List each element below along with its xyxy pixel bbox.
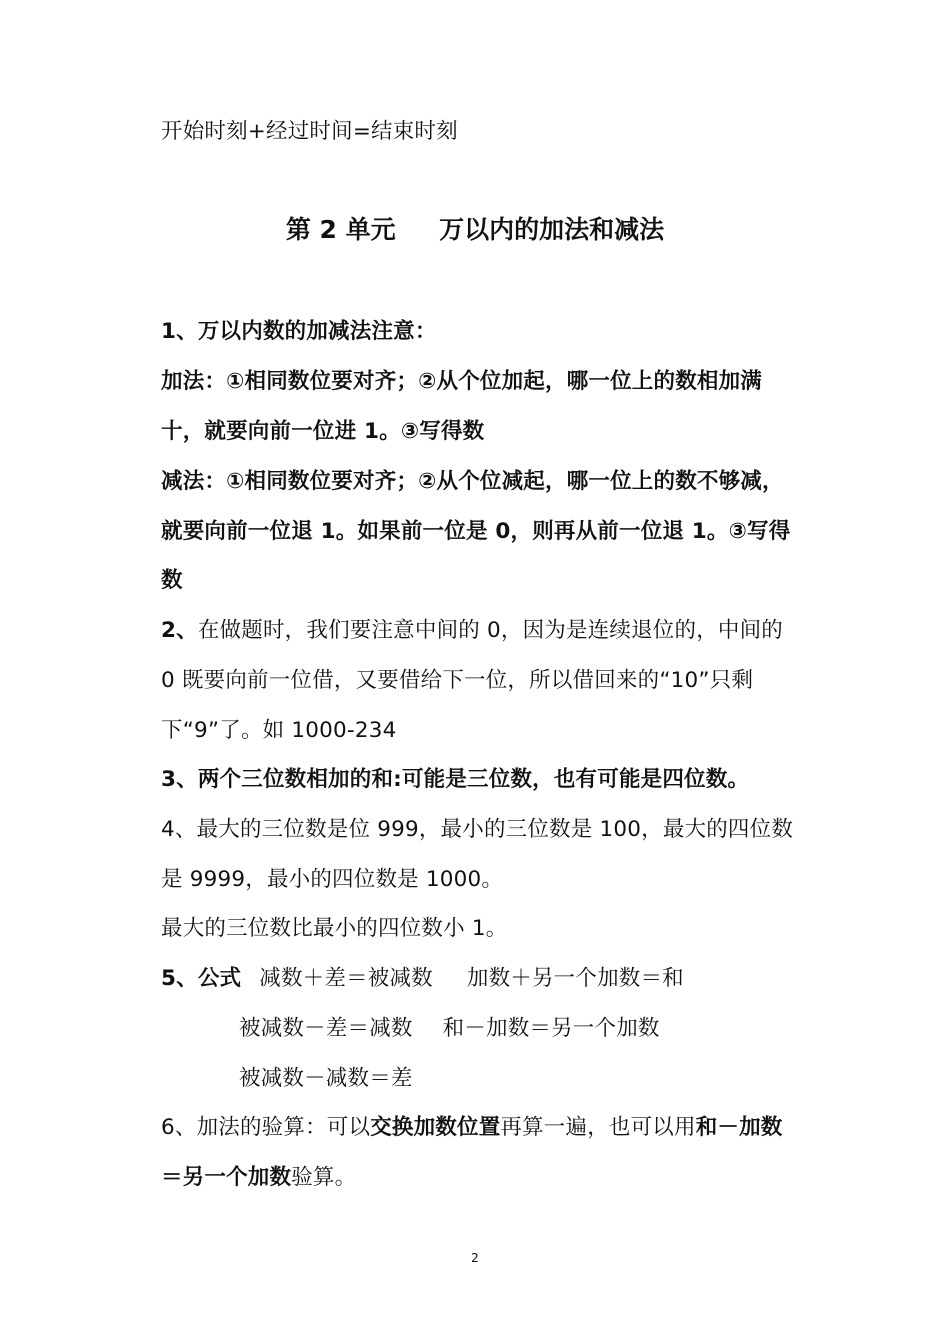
item1-addition-line-2: 十，就要向前一位进 1。③写得数 [161,419,485,444]
item1-heading: 1、万以内数的加减法注意： [161,319,437,344]
item2-line-1 [161,616,783,646]
item6-suffix: 验算。 [291,1165,357,1190]
unit-title: 第 2 单元 万以内的加法和减法 [285,215,665,244]
page-number: 2 [471,1251,479,1265]
item6-line-1 [161,1113,783,1143]
item1-addition-line-1: 加法：①相同数位要对齐；②从个位加起，哪一位上的数相加满 [161,369,763,394]
formula-sum-minus-addend: 和－加数＝另一个加数 [442,1016,660,1041]
item5-label: 5、公式 [161,966,242,991]
formula-addition-sum: 加数＋另一个加数＝和 [466,966,684,991]
item5-line-1 [161,964,684,994]
item6-bold-equals: ＝另一个加数 [161,1165,292,1190]
item2-line-2: 0 既要向前一位借，又要借给下一位，所以借回来的“10”只剩 [161,668,754,693]
item2-text-1: 在做题时，我们要注意中间的 0，因为是连续退位的，中间的 [197,618,783,643]
item6-line-2 [161,1163,356,1193]
item2-line-3: 下“9”了。如 1000-234 [161,718,397,743]
formula-subtraction-check: 减数＋差＝被减数 [259,966,433,991]
item6-bold-swap: 交换加数位置 [370,1115,501,1140]
item4-line-3: 最大的三位数比最小的四位数小 1。 [161,916,508,941]
item6-bold-sum-minus: 和－加数 [695,1115,783,1140]
item2-number: 2、 [161,618,198,643]
formula-minuend-minus-subtrahend: 被减数－减数＝差 [239,1066,413,1091]
item4-line-1: 4、最大的三位数是位 999，最小的三位数是 100，最大的四位数 [161,817,794,842]
formula-minuend-minus-difference: 被减数－差＝减数 [239,1016,413,1041]
time-formula-line: 开始时刻+经过时间=结束时刻 [161,119,458,144]
item4-line-2: 是 9999，最小的四位数是 1000。 [161,867,504,892]
item5-line-2 [239,1014,660,1044]
item1-subtraction-line-3: 数 [161,568,183,593]
item6-prefix: 6、加法的验算：可以 [161,1115,371,1140]
item1-subtraction-line-2: 就要向前一位退 1。如果前一位是 0，则再从前一位退 1。③写得 [161,519,791,544]
item3-line: 3、两个三位数相加的和:可能是三位数，也有可能是四位数。 [161,767,750,792]
item6-middle: 再算一遍，也可以用 [500,1115,696,1140]
item1-subtraction-line-1: 减法：①相同数位要对齐；②从个位减起，哪一位上的数不够减， [161,469,784,494]
